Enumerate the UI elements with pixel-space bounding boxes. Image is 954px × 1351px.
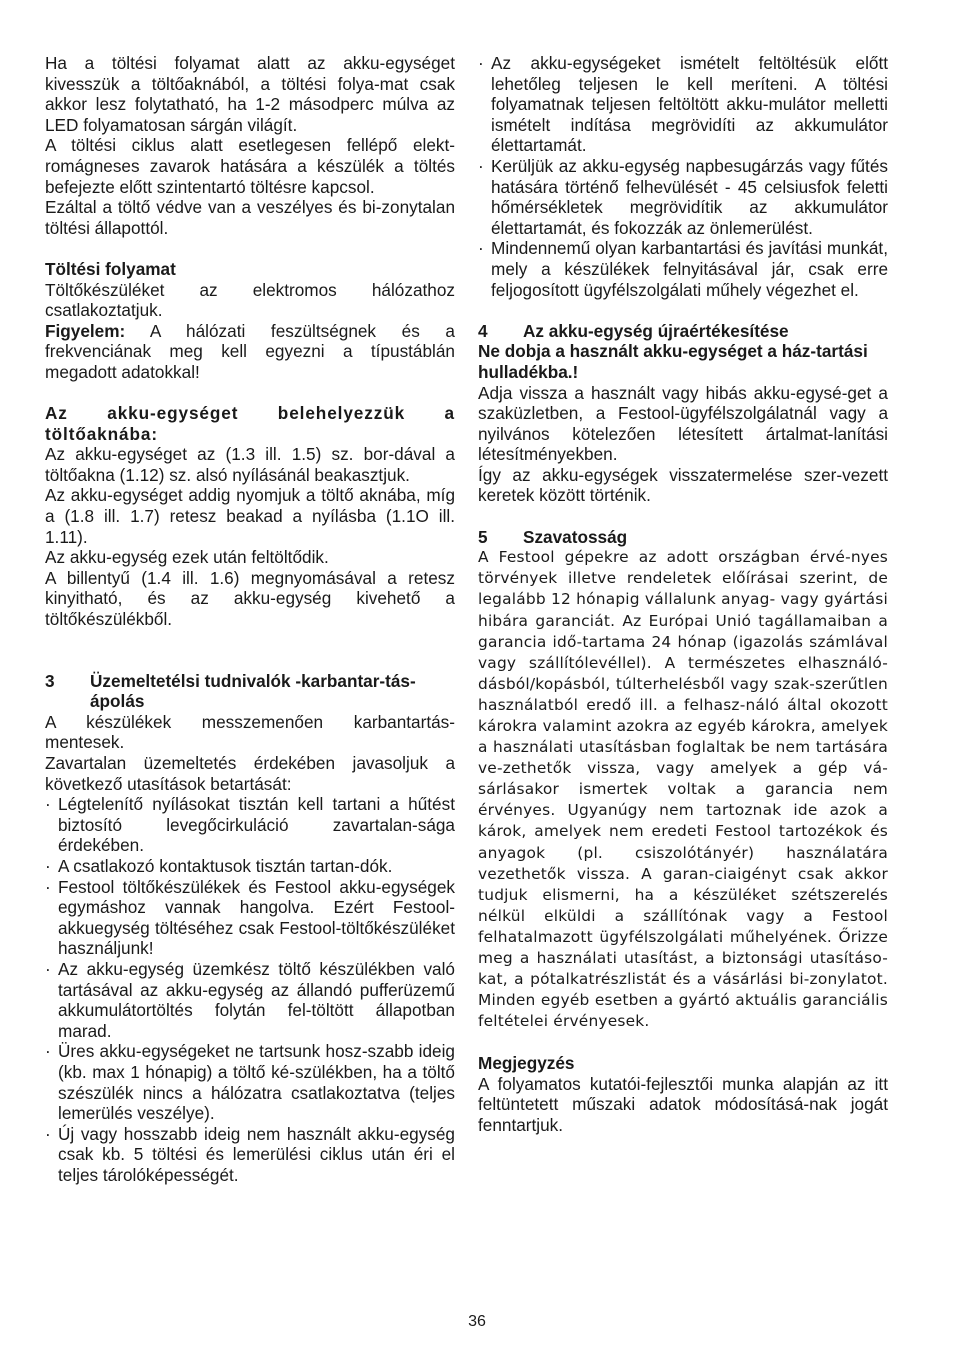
section-heading-5 [478,527,888,548]
paragraph: Zavartalan üzemeltetés érdekében javasoljuk a következő utasítások betartását: [45,753,455,794]
list-item: · Új vagy hosszabb ideig nem használt akku-egység csak kb. 5 töltési és lemerülési ciklus után éri el teljes tárolóképességét. [45,1123,455,1185]
list-item: · Kerüljük az akku-egység napbesugárzás vagy fűtés hatására történő felhevülését - 45 celsiusfok feletti hőmérsékletek megrövidítik az akkumulátor élettartamát, és fokozzák az önlemerülést. [478,155,888,238]
note-heading: Megjegyzés [478,1053,575,1073]
warranty-paragraph: A Festool gépekre az adott országban érvé-nyes törvények illetve rendeletek előírásai szerint, de legalább 12 hónapig vállalunk anyag- vagy gyártási hibára garanciát. Az Európai Unió tagállamaiban a garancia idő-tartama 24 hónap (igazolás számlával vagy szállítólevéllel). A természetes elhasználó-dásból/kopásból, túlterhelésből vagy szak-szerűtlen használatból eredő ill. a felhasz-náló által okozott károkra valamint azokra az egyéb károkra, amelyek a használati utasításban foglaltak be nem tartására ve-zethetők vissza, vagy amelyek a gép vá-sárlásakor ismertek voltak a garancia nem érvényes. Ugyanúgy nem tartoznak ide azok a károk, amelyek nem eredeti Festool tartozékok és anyagok (pl. csiszolótányér) használatára vezethetők vissza. A garan-ciaigényt csak akkor tudjuk elismerni, ha a készüléket szétszerelés nélkül elküldi a szállítónak vagy a Festool felhatalmazott ügyfélszolgálati műhelyének. Őrizze meg a használati utasítást, a biztonsági utasításo-kat, a pótalkatrészlistát és a vásárlási bi-zonylatot. Minden egyéb esetben a gyártó aktuális garanciális feltételei érvényesek. [478,548,889,1031]
section-number: 3 [45,670,55,691]
section-subheading: Az akku-egységet belehelyezzük a töltőaknába: [45,403,455,444]
left-column [45,53,455,1185]
attention-paragraph [45,321,455,383]
list-item: · Üres akku-egységeket ne tartsunk hosz-szabb ideig (kb. max 1 hónapig) a töltő ké-szülékben, ha a töltő szészülék nincs a hálózatra csatlakoztatva (teljes lemerülés veszélye). [45,1041,455,1124]
page-number: 36 [468,1313,486,1330]
section-heading-3 [45,671,455,712]
paragraph: Ezáltal a töltő védve van a veszélyes és bi-zonytalan töltési állapottól. [45,197,455,238]
paragraph: Az akku-egységet addig nyomjuk a töltő aknába, míg a (1.8 ill. 1.7) retesz beakad a nyílásba (1.1O ill. 1.11). [45,485,455,547]
section-title: Szavatosság [523,526,628,547]
list-item: · Az akku-egység üzemkész töltő készülékben való tartásával az akku-egység az állandó pufferüzemű akkumulátortöltés folytán fel-töltött állapotban marad. [45,958,455,1041]
paragraph: A készülékek messzemenően karbantartás-mentesek. [45,711,455,753]
section-heading-4 [478,321,888,342]
section-subheading: Töltési folyamat [45,258,176,279]
paragraph: A billentyű (1.4 ill. 1.6) megnyomásával a retesz kinyitható, és az akku-egység kivehető a töltőkészülékből. [45,567,455,630]
paragraph: Így az akku-egységek visszatermelése szer-vezett keretek között történik. [478,464,888,506]
section-title: Az akku-egység újraértékesítése [523,320,789,341]
section-title: Üzemeltetélsi tudnivalók -karbantar-tás- ápolás [90,670,416,712]
list-item: · Mindennemű olyan karbantartási és javítási munkát, mely a készülékek felnyitásával jár, csak erre feljogosított ügyfélszolgálati műhely végezhet el. [478,238,888,300]
list-item: · Az akku-egységeket ismételt feltöltésük előtt lehetőleg teljesen le kell meríteni. A töltési folyamatnak teljesen feltöltött akku-mulátor melletti ismételt indítása megrövidíti az akkumulátor élettartamát. [478,53,888,156]
section-number: 4 [478,320,488,341]
paragraph: Töltőkészüléket az elektromos hálózathoz csatlakoztatjuk. [45,279,455,321]
list-item: · Légtelenítő nyílásokat tisztán kell tartani a hűtést biztosító levegőcirkuláció zavartalan-sága érdekében. [45,794,455,856]
paragraph: A töltési ciklus alatt esetlegesen fellépő elekt-romágneses zavarok hatására a készülék a töltés befejezte előtt szintentartó töltésre kapcsol. [45,135,455,197]
list-item: · Festool töltőkészülékek és Festool akku-egységek egymáshoz vannak hangolva. Ezért Festool-akkuegység töltéséhez csak Festool-töltőkészüléket használjunk! [45,876,455,959]
right-column [478,53,888,1135]
disposal-warning: Ne dobja a használt akku-egységet a ház-tartási hulladékba.! [478,341,868,382]
section-number: 5 [478,526,488,547]
paragraph: Az akku-egységet az (1.3 ill. 1.5) sz. bor-dával a töltőakna (1.12) sz. alsó nyílásánál beakasztjuk. [45,444,455,485]
paragraph: Az akku-egység ezek után feltöltődik. [45,547,329,568]
paragraph: Adja vissza a használt vagy hibás akku-egysé-get a szaküzletben, a Festool-ügyfélszolgálatnál vagy a nyilvános kötelezően létesített ártalmat-lanítási létesítményekben. [478,382,888,465]
attention-label: Figyelem: [45,320,126,341]
attention-text: A hálózati feszültségnek és a frekvenciának meg kell egyezni a típustáblán megadott adatokkal! [45,320,455,382]
paragraph: Ha a töltési folyamat alatt az akku-egységet kivesszük a töltőaknából, a töltési folya-mat csak akkor lesz folytatható, ha 1-2 másodperc múlva az LED folyamatosan sárgán világít. [45,53,455,135]
note-paragraph: A folyamatos kutatói-fejlesztői munka alapján az itt feltüntetett műszaki adatok módosításá-nak jogát fenntartjuk. [478,1073,888,1135]
list-item: · A csatlakozó kontaktusok tisztán tartan-dók. [45,855,393,876]
